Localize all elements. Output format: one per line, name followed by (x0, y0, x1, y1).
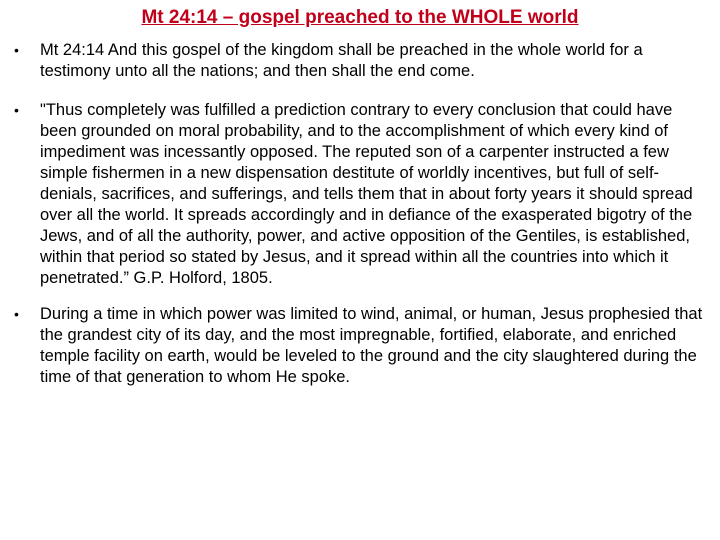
bullet-dot-icon: • (14, 102, 19, 118)
bullet-item-1 (0, 40, 720, 82)
bullet-item-3 (0, 304, 720, 388)
bullet-dot-icon: • (14, 42, 19, 58)
bullet-item-2 (0, 100, 720, 289)
bullet-list (0, 40, 720, 406)
bullet-text: Mt 24:14 And this gospel of the kingdom shall be preached in the whole world for a testimony unto all the nations; and then shall the end come. (40, 41, 643, 80)
bullet-text: "Thus completely was fulfilled a prediction contrary to every conclusion that could have been grounded on moral probability, and to the accomplishment of which every kind of impediment was incessantly opposed. The reputed son of a carpenter instructed a few simple fishermen in a new dispensation destitute of worldly incentives, but full of self-denials, sacrifices, and sufferings, and tells them that in about forty years it should spread over all the world. It spreads accordingly and in defiance of the exasperated bigotry of the Jews, and of all the authority, power, and active opposition of the Gentiles, is established, within that period so stated by Jesus, and it spread within all the countries into which it penetrated.” G.P. Holford, 1805. (40, 101, 693, 287)
slide-title: Mt 24:14 – gospel preached to the WHOLE world (141, 7, 579, 28)
bullet-text: During a time in which power was limited to wind, animal, or human, Jesus prophesied that the grandest city of its day, and the most impregnable, fortified, elaborate, and enriched temple facility on earth, would be leveled to the ground and the city slaughtered during the time of that generation to whom He spoke. (40, 305, 703, 386)
bullet-dot-icon: • (14, 306, 19, 322)
